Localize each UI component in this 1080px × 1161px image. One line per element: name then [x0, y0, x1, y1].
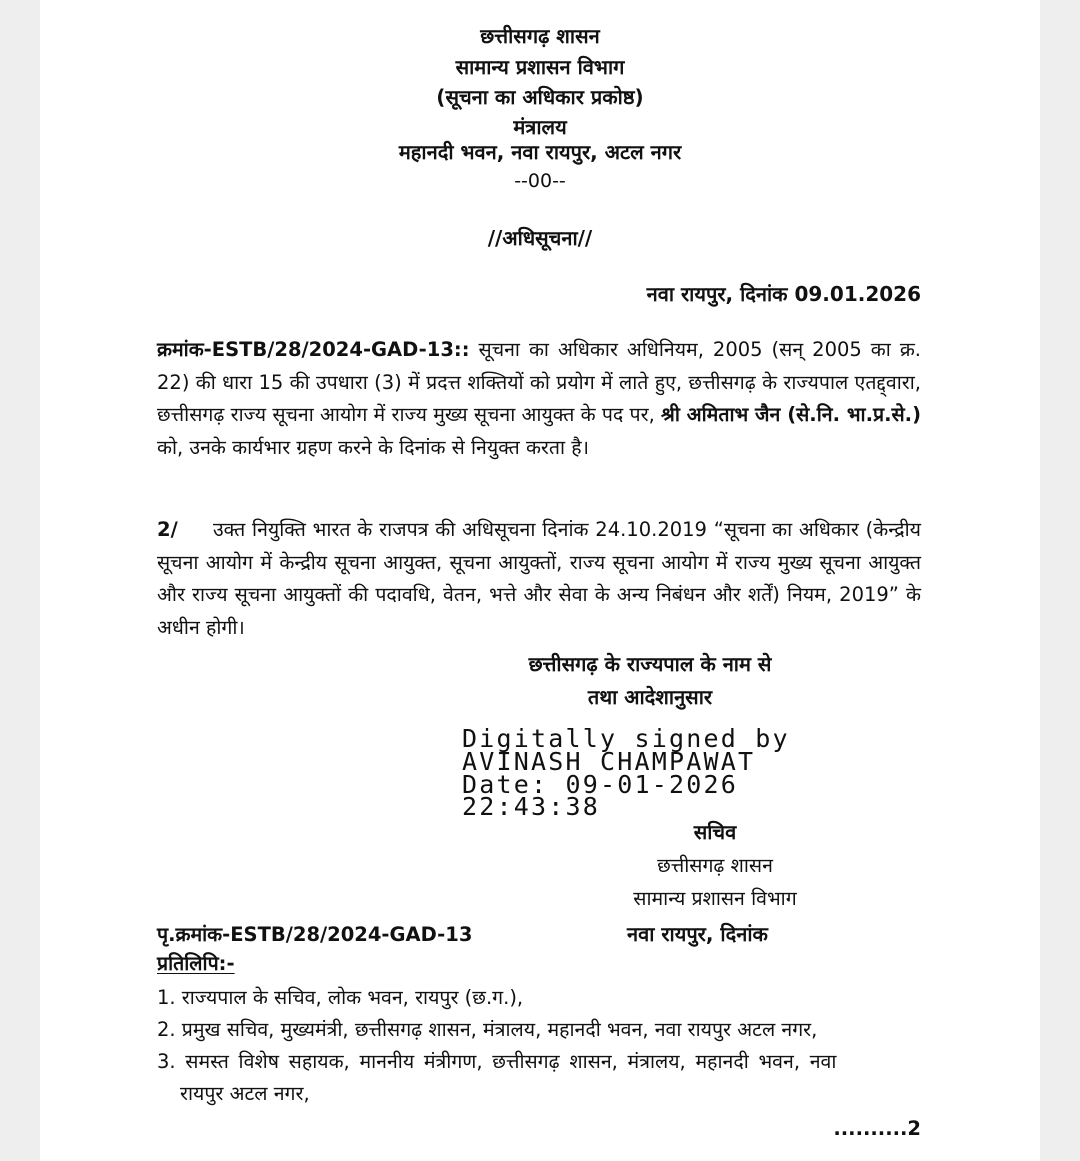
digital-signature — [462, 724, 790, 822]
appointee-name: श्री अमिताभ जैन (से.नि. भा.प्र.से.) — [661, 403, 921, 427]
order-number: क्रमांक-ESTB/28/2024-GAD-13:: — [157, 338, 470, 361]
list-item: 3. समस्त विशेष सहायक, माननीय मंत्रीगण, छत्तीसगढ़ शासन, मंत्रालय, महानदी भवन, नवा — [157, 1050, 837, 1073]
signature-line-3: Date: 09-01-2026 — [462, 769, 739, 799]
list-item: 2. प्रमुख सचिव, मुख्यमंत्री, छत्तीसगढ़ शासन, मंत्रालय, महानदी भवन, नवा रायपुर अटल नगर, — [157, 1018, 818, 1041]
designation-title: सचिव — [693, 820, 737, 844]
list-item: 1. राज्यपाल के सचिव, लोक भवन, रायपुर (छ.ग.), — [157, 986, 524, 1009]
designation-department: सामान्य प्रशासन विभाग — [633, 887, 797, 910]
page-continuation: ..........2 — [833, 1117, 921, 1140]
signature-line-2: AVINASH CHAMPAWAT — [462, 746, 756, 776]
paragraph-2 — [157, 514, 921, 644]
header-address: महानदी भवन, नवा रायपुर, अटल नगर — [398, 140, 682, 164]
paragraph-1-text-a: सूचना का अधिकार अधिनियम, 2005 (सन् 2005 का क्र. 22) की धारा 15 की उपधारा (3) में प्रदत्त शक्तियों को प्रयोग में लाते हुए, छत्तीसगढ़ के राज्यपाल एतद्द्वारा, छत्तीसगढ़ राज्य सूचना आयोग में राज्य मुख्य सूचना आयुक्त के पद पर, — [157, 338, 921, 427]
paragraph-1-text-b: को, उनके कार्यभार ग्रहण करने के दिनांक से नियुक्त करता है। — [157, 435, 590, 459]
designation-government: छत्तीसगढ़ शासन — [657, 854, 773, 877]
list-item-continued: रायपुर अटल नगर, — [180, 1082, 310, 1105]
header-cell: (सूचना का अधिकार प्रकोष्ठ) — [436, 85, 644, 109]
document-page — [40, 0, 1040, 1161]
endorsement-place-date: नवा रायपुर, दिनांक — [627, 922, 768, 946]
header-department: सामान्य प्रशासन विभाग — [455, 55, 625, 79]
paragraph-1 — [157, 334, 921, 464]
header-government: छत्तीसगढ़ शासन — [480, 24, 600, 48]
signature-line-1: Digitally signed by — [462, 724, 790, 753]
endorsement-number: पृ.क्रमांक-ESTB/28/2024-GAD-13 — [157, 923, 473, 946]
header-separator: --00-- — [514, 170, 566, 192]
paragraph-2-number: 2/ — [157, 518, 178, 541]
notification-title: //अधिसूचना// — [487, 226, 593, 250]
copy-heading: प्रतिलिपि:- — [157, 952, 235, 975]
signature-line-4: 22:43:38 — [462, 792, 601, 822]
paragraph-2-text: उक्त नियुक्ति भारत के राजपत्र की अधिसूचना दिनांक 24.10.2019 “सूचना का अधिकार (केन्द्रीय सूचना आयोग में केन्द्रीय सूचना आयुक्त, सूचना आयुक्तों, राज्य सूचना आयोग में राज्य मुख्य सूचना आयुक्त और राज्य सूचना आयुक्तों की पदावधि, वेतन, भत्ते और सेवा के अन्य निबंधन और शर्तें) नियम, 2019” के अधीन होगी। — [157, 518, 921, 639]
header-ministry: मंत्रालय — [513, 115, 567, 139]
order-line-1: छत्तीसगढ़ के राज्यपाल के नाम से — [528, 652, 772, 676]
place-date: नवा रायपुर, दिनांक 09.01.2026 — [646, 282, 921, 306]
order-line-2: तथा आदेशानुसार — [587, 685, 713, 709]
